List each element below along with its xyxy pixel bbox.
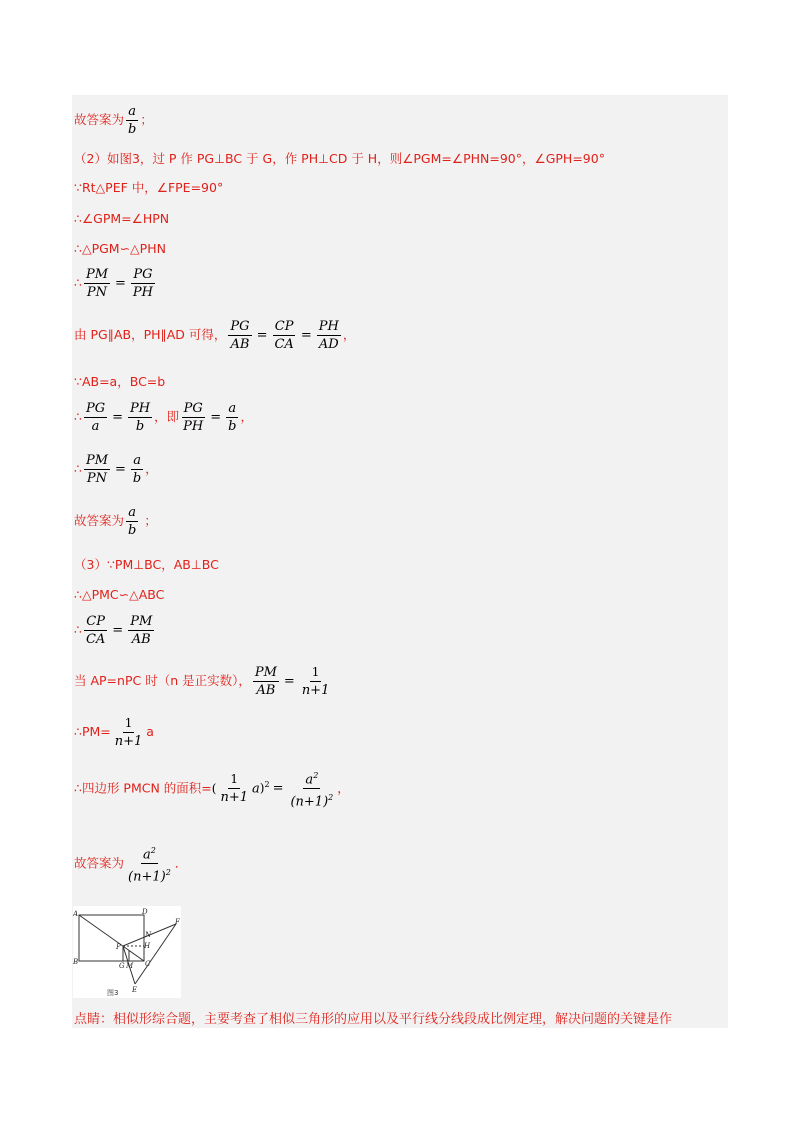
figure-label: D — [142, 908, 148, 916]
fraction-pg-ab: $\frac{PG}{AB}$ — [230, 319, 250, 352]
figure-label: F — [175, 918, 180, 926]
area-line: ∴四边形 PMCN 的面积=( $\frac{1}{n+1}$ a)$^2$ = $\frac{a^2}{(n+1)^2}$ ， — [74, 768, 350, 810]
similar-triangles-line-2: ∴△PMC∽△ABC — [74, 587, 165, 602]
fraction-pg-ph: $\frac{PG}{PH}$ — [132, 267, 154, 300]
figure-label: C — [145, 960, 151, 968]
pm-line: ∴PM= $\frac{1}{n+1}$ a — [74, 716, 154, 749]
figure-label: P — [116, 943, 121, 951]
fraction-1-n1-3: $\frac{1}{n+1}$ — [220, 772, 249, 806]
step2-heading: （2）如图3，过 P 作 PG⊥BC 于 G，作 PH⊥CD 于 H，则∠PGM=∠PHN=90°，∠GPH=90° — [74, 151, 605, 166]
ratio-line-4: ∴ $\frac{CP}{CA}$ = $\frac{PM}{AB}$ — [74, 614, 153, 647]
answer-line-2: 故答案为 $\frac{a}{b}$ ； — [74, 505, 157, 538]
fraction-a2-n1sq: $\frac{a^2}{(n+1)^2}$ — [288, 768, 335, 810]
answer-line-1 — [74, 104, 153, 137]
figure-label: H — [144, 942, 151, 950]
text: ； — [140, 112, 153, 127]
fraction-pg-a: $\frac{PG}{a}$ — [85, 401, 106, 434]
fraction-a-over-b: $\frac{a}{b}$ — [128, 104, 137, 137]
fraction-a-b-4: $\frac{a}{b}$ — [128, 505, 137, 538]
text: 故答案为 — [74, 112, 125, 127]
tip-paragraph: 点睛：相似形综合题，主要考查了相似三角形的应用以及平行线分线段成比例定理，解决问题的关键是作 — [74, 1012, 673, 1027]
fraction-pm-ab-2: $\frac{PM}{AB}$ — [254, 665, 277, 698]
fraction-pg-ph-2: $\frac{PG}{PH}$ — [183, 401, 204, 434]
step3-heading: （3）∵PM⊥BC，AB⊥BC — [74, 557, 219, 572]
figure-caption: 图3 — [107, 989, 119, 997]
parallel-line: 由 PG∥AB，PH∥AD 可得， $\frac{PG}{AB}$ = $\frac{CP}{CA}$ = $\frac{PH}{AD}$ ， — [74, 319, 356, 352]
therefore-angle-line: ∴∠GPM=∠HPN — [74, 211, 170, 226]
similar-triangles-line: ∴△PGM∽△PHN — [74, 241, 166, 256]
fraction-cp-ca-2: $\frac{CP}{CA}$ — [85, 614, 106, 647]
condition-line: 当 AP=nPC 时（n 是正实数）， $\frac{PM}{AB}$ = $\frac{1}{n+1}$ — [74, 665, 330, 698]
ratio-line-2: ∴ $\frac{PG}{a}$ = $\frac{PH}{b}$ ，即 $\frac{PG}{PH}$ = $\frac{a}{b}$ ， — [74, 401, 253, 434]
figure-label: G — [119, 962, 125, 970]
fraction-a-b-3: $\frac{a}{b}$ — [132, 453, 142, 486]
figure-label: E — [132, 986, 138, 994]
fraction-ph-ad: $\frac{PH}{AD}$ — [318, 319, 339, 352]
ratio-line-3: ∴ $\frac{PM}{PN}$ = $\frac{a}{b}$ ， — [74, 453, 158, 486]
geometry-figure-3 — [73, 906, 181, 998]
given-line: ∵AB=a，BC=b — [74, 374, 166, 389]
fraction-pm-pn: $\frac{PM}{PN}$ — [85, 267, 109, 300]
because-line: ∵Rt△PEF 中，∠FPE=90° — [74, 180, 224, 195]
figure-label: A — [73, 910, 79, 918]
figure-label: N — [145, 931, 152, 939]
figure-label: M — [126, 962, 134, 970]
figure-label: B — [73, 958, 79, 966]
fraction-a-b-2: $\frac{a}{b}$ — [228, 401, 237, 434]
fraction-a2-n1sq-2: $\frac{a^2}{(n+1)^2}$ — [126, 843, 173, 885]
fraction-ph-b: $\frac{PH}{b}$ — [130, 401, 151, 434]
fraction-1-n1: $\frac{1}{n+1}$ — [301, 665, 330, 698]
fraction-pm-ab: $\frac{PM}{AB}$ — [130, 614, 153, 647]
answer-line-3: 故答案为 $\frac{a^2}{(n+1)^2}$ ． — [74, 843, 187, 885]
fraction-cp-ca: $\frac{CP}{CA}$ — [274, 319, 294, 352]
fraction-pm-pn-2: $\frac{PM}{PN}$ — [85, 453, 109, 486]
fraction-1-n1-2: $\frac{1}{n+1}$ — [114, 716, 143, 749]
ratio-line-1: ∴ $\frac{PM}{PN}$ = $\frac{PG}{PH}$ — [74, 267, 154, 300]
